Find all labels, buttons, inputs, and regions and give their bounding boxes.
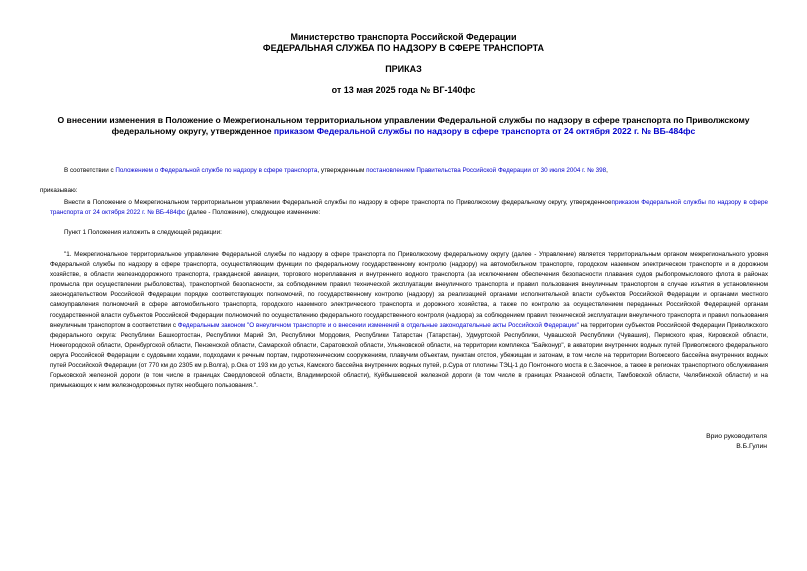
federal-law-link[interactable]: Федеральным законом "О внеуличном транспорте и о внесении изменений в отдельные законодательные акты Российской Федерации": [177, 321, 579, 329]
preamble-text-1: В соответствии с: [64, 167, 116, 174]
preamble: [50, 166, 768, 176]
title-order-link[interactable]: приказом Федеральной службы по надзору в сфере транспорта от 24 октября 2022 г. № ВБ-484фс: [273, 126, 696, 136]
preamble-text-2: , утвержденным: [317, 167, 367, 174]
regulation-link[interactable]: Положением о Федеральной службе по надзору в сфере транспорта: [115, 167, 318, 174]
ministry-name: Министерство транспорта Российской Федерации: [290, 32, 517, 42]
quote-text-1: "1. Межрегиональное территориальное управление Федеральной службы по надзору в сфере транспорта по Приволжскому федеральному округу (далее - Управление) является территориальным органом межрегионального уровня Федеральной службы по надзору в сфере транспорта, осуществляющим функции по федеральному государственному контролю (надзору) на автомобильном транспорте, городском наземном электрическом транспорте и в дорожном хозяйстве, в области железнодорожного транспорта, гражданской авиации, торгового мореплавания и внутреннего водного транспорта (за исключением обеспечения безопасности плавания судов рыбопромыслового флота в районах промысла при осуществлении рыболовства), транспортной безопасности, за соблюдением правил технической эксплуатации внеуличного транспорта и правил пользования внеуличным транспортом в случае изъятия в установленном законодательством Российской Федерации порядке соответствующих полномочий, по государственному контролю (надзору) за реализацией органами исполнительной власти субъектов Российской Федерации и органами местного самоуправления полномочий в сфере автомобильного транспорта, городского наземного электрического транспорта и дорожного хозяйства, а также по контролю за осуществлением переданных Российской Федерацией органам государственной власти субъектов Российской Федерации полномочий по осуществлению федерального государственного контроля (надзора) за соблюдением правил технической эксплуатации внеуличного транспорта и правил пользования внеуличным транспортом в соответствии с: [50, 251, 768, 329]
doc-type: ПРИКАЗ: [385, 64, 422, 74]
amendment-text-1: Внести в Положение о Межрегиональном территориальном управлении Федеральной службы по надзору в сфере транспорта по Приволжскому федеральному округу, утвержденное: [64, 199, 612, 206]
government-decree-link[interactable]: постановлением Правительства Российской Федерации от 30 июля 2004 г. № 398: [366, 167, 607, 174]
orders-word: приказываю:: [40, 187, 78, 194]
signer-position: Врио руководителя: [706, 433, 767, 440]
document-title: [40, 115, 767, 137]
signer-name: В.Б.Гулин: [736, 443, 767, 450]
preamble-text-3: ,: [606, 167, 608, 174]
amendment-paragraph: [50, 198, 768, 218]
signature-block: [706, 432, 767, 452]
quote-text-2: на территории субъектов Российской Федерации Приволжского федерального округа: Республики Башкортостан, Республики Марий Эл, Республики Мордовия, Республики Татарстан (Татарстан), Удмуртской Республики, Чувашской Республики (Чувашия), Пермского края, Кировской области, Нижегородской области, Оренбургской области, Пензенской области, Самарской области, Саратовской области, Ульяновской области, на территории комплекса "Байконур", в акватории внутренних водных путей Приволжского федерального округа Российской Федерации с судовыми ходами, подходами к речным портам, гидротехническим сооружениям, плавучим объектам, пунктам отстоя, убежищам и затонам, в том числе на территории Волжского бассейна внутренних водных путей Российской Федерации (от 770 км до 2305 км р.Волга), р.Ока от 193 км до устья, Камского бассейна внутренних водных путей, р.Сура от плотины ТЭЦ-1 до Понтонного моста в с.Засечное, а также в регионах транспортного обслуживания Горьковской железной дороги (в том числе в границах Свердловской области, Владимирской области), Куйбышевской железной дороги (в том числе в границах Рязанской области, Тамбовской области, Челябинской области) и на примыкающих к ним железнодорожных путях необщего пользования.".: [50, 321, 768, 390]
point-one-intro: Пункт 1 Положения изложить в следующей редакции:: [64, 229, 222, 236]
service-name: ФЕДЕРАЛЬНАЯ СЛУЖБА ПО НАДЗОРУ В СФЕРЕ ТРАНСПОРТА: [262, 43, 545, 53]
new-point-one-text: [50, 250, 768, 391]
amended-order-link[interactable]: приказом Федеральной службы по надзору в сфере транспорта от 24 октября 2022 г. № ВБ-484фс: [50, 199, 768, 217]
title-text: О внесении изменения в Положение о Межрегиональном территориальном управлении Федеральной службы по надзору в сфере транспорта по Приволжскому федеральному округу, утвержденное: [57, 115, 750, 136]
doc-date-number: от 13 мая 2025 года № ВГ-140фс: [331, 85, 476, 95]
amendment-text-2: (далее - Положение), следующее изменение:: [184, 209, 321, 217]
document-header: [0, 32, 807, 96]
